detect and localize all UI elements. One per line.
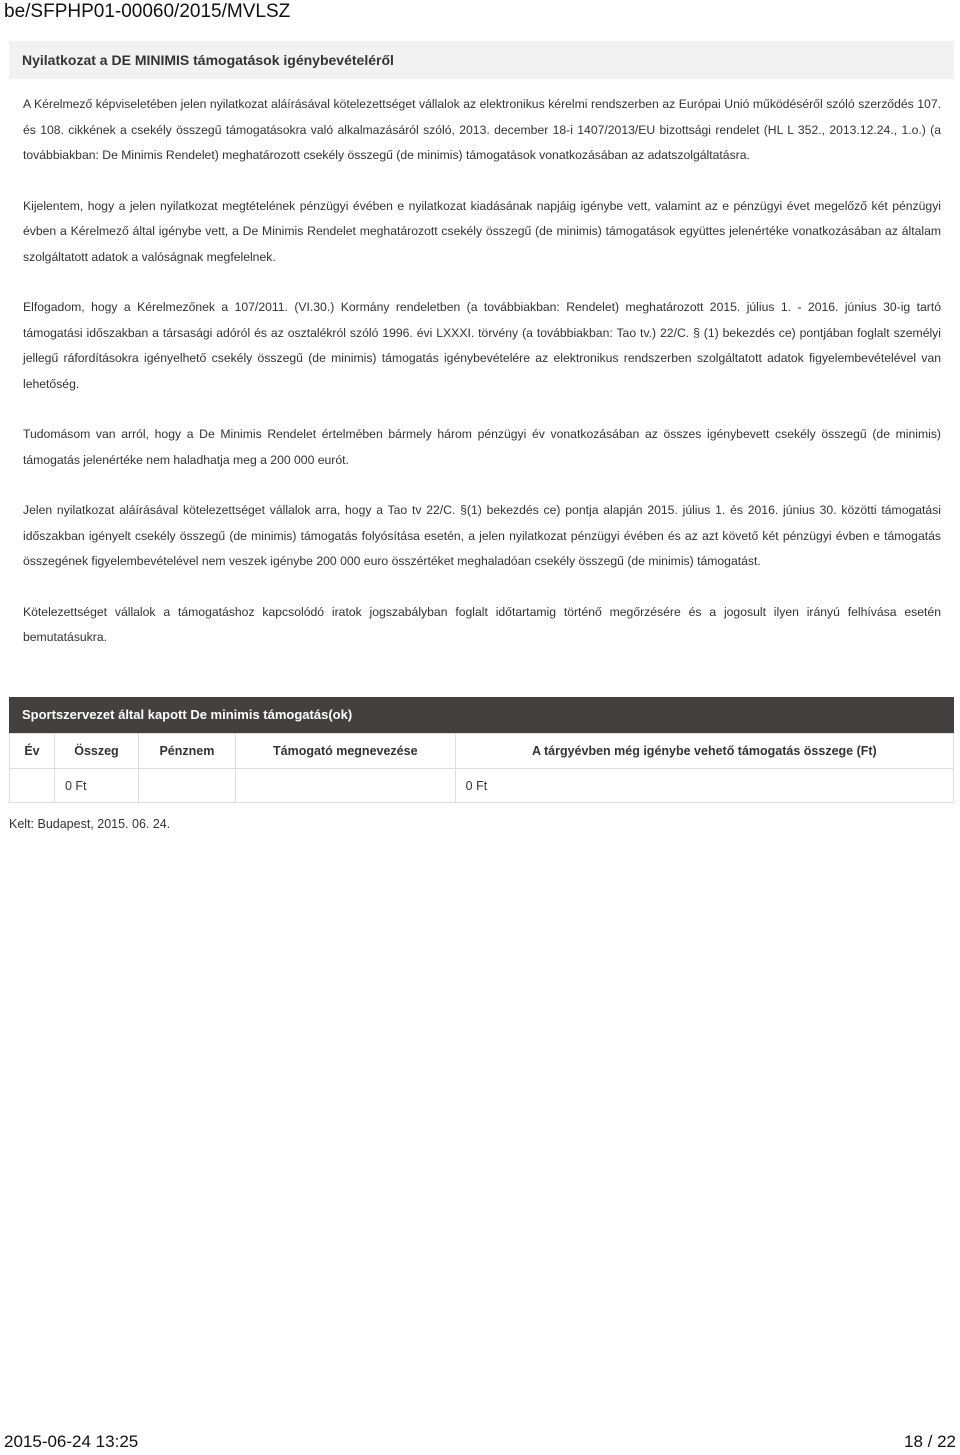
cell-available-amount: 0 Ft	[455, 769, 953, 803]
grants-table-title: Sportszervezet által kapott De minimis támogatás(ok)	[9, 697, 954, 733]
paragraph-data-provision: A Kérelmező képviseletében jelen nyilatkozat aláírásával kötelezettséget vállalok az elektronikus kérelmi rendszerben az Európai Unió működéséről szóló szerződés 107. és 108. cikkének a csekély összegű támogatásokra való alkalmazásáról szóló, 2013. december 18-i 1407/2013/EU bizottsági rendelet (HL L 352., 2013.12.24., 1.o.) (a továbbiakban: De Minimis Rendelet) meghatározott csekély összegű (de minimis) támogatások vonatkozásában az adatszolgáltatásra.	[23, 97, 941, 162]
column-header-grantor: Támogató megnevezése	[235, 734, 455, 769]
document-id: be/SFPHP01-00060/2015/MVLSZ	[4, 1, 291, 22]
column-header-year: Év	[10, 734, 55, 769]
paragraph-document-retention: Kötelezettséget vállalok a támogatáshoz kapcsolódó iratok jogszabályban foglalt időtartamig történő megőrzésére és a jogosult ilyen irányú felhívása esetén bemutatásukra.	[23, 604, 941, 644]
table-header-row	[10, 734, 954, 769]
footer-page-number: 18 / 22	[904, 1432, 956, 1451]
table-row	[10, 769, 954, 803]
column-header-currency: Pénznem	[138, 734, 235, 769]
date-place-line: Kelt: Budapest, 2015. 06. 24.	[9, 817, 171, 831]
cell-year	[10, 769, 55, 803]
column-header-amount: Összeg	[54, 734, 138, 769]
cell-grantor	[235, 769, 455, 803]
declaration-body	[23, 92, 941, 676]
footer-timestamp: 2015-06-24 13:25	[4, 1432, 139, 1451]
cell-amount: 0 Ft	[54, 769, 138, 803]
paragraph-acceptance: Elfogadom, hogy a Kérelmezőnek a 107/2011. (VI.30.) Kormány rendeletben (a továbbiakban: Rendelet) meghatározott 2015. július 1. - 2016. június 30-ig tartó támogatási időszakban a társasági adóról és az osztalékról szóló 1996. évi LXXXI. törvény (a továbbiakban: Tao tv.) 22/C. § (1) bekezdés ce) pontjában foglalt személyi jellegű ráfordításokra igényelhető csekély összegű (de minimis) támogatás igénybevételére az elektronikus rendszerben szolgáltatott adatok figyelembevételével van lehetőség.	[23, 300, 941, 391]
paragraph-accuracy-statement: Kijelentem, hogy a jelen nyilatkozat megtételének pénzügyi évében e nyilatkozat kiadásának napjáig igénybe vett, valamint az e pénzügyi évet megelőző két pénzügyi évben a Kérelmező által igénybe vett, a De Minimis Rendelet meghatározott csekély összegű (de minimis) támogatások együttes jelenértéke vonatkozásában az általam szolgáltatott adatok a valóságnak megfelelnek.	[23, 198, 941, 264]
cell-currency	[138, 769, 235, 803]
paragraph-commitment: Jelen nyilatkozat aláírásával kötelezettséget vállalok arra, hogy a Tao tv 22/C. §(1) bekezdés ce) pontja alapján 2015. július 1. és 2016. június 30. közötti támogatási időszakban igényelt csekély összegű (de minimis) támogatás folyósítása esetén, a jelen nyilatkozat pénzügyi évében és az azt követő két pénzügyi évben e támogatás összegének figyelembevételével nem veszek igénybe 200 000 euro összértéket meghaladóan csekély összegű (de minimis) támogatást.	[23, 503, 941, 568]
paragraph-limit-awareness: Tudomásom van arról, hogy a De Minimis Rendelet értelmében bármely három pénzügyi év vonatkozásában az összes igénybevett csekély összegű (de minimis) támogatás jelenértéke nem haladhatja meg a 200 000 eurót.	[23, 427, 941, 467]
column-header-available-amount: A tárgyévben még igénybe vehető támogatás összege (Ft)	[455, 734, 953, 769]
grants-table	[9, 733, 954, 803]
declaration-title: Nyilatkozat a DE MINIMIS támogatások igénybevételéről	[9, 41, 954, 79]
